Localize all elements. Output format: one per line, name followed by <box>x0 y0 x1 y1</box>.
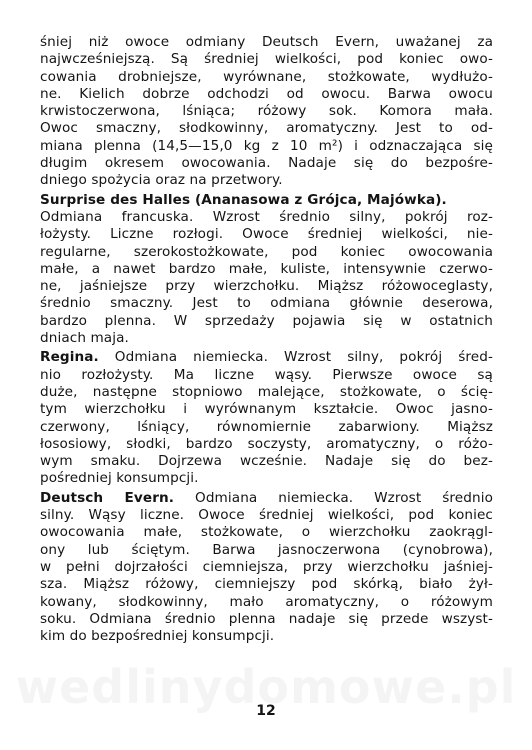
variety-heading: Regina. <box>40 349 99 366</box>
text-line: tym wierzchołku i wyrównanym kształcie. Owoc jasno- <box>40 401 493 418</box>
text-line: Owoc smaczny, słodkowinny, aromatyczny. Jest to od- <box>40 120 493 137</box>
variety-heading: Surprise des Halles (Ananasowa z Grójca, Majówka). <box>40 191 447 208</box>
text-line: sza. Miąższ różowy, ciemniejszy pod skórką, biało żył- <box>40 576 493 593</box>
paragraph-intro <box>40 34 493 190</box>
text-line: najwcześniejszą. Są średniej wielkości, pod koniec owo- <box>40 51 493 68</box>
text-line: dniach maja. <box>40 330 129 347</box>
text-line: ony lub ściętym. Barwa jasnoczerwona (cynobrowa), <box>40 541 493 558</box>
text-line: kowany, słodkowinny, mało aromatyczny, o różowym <box>40 593 493 610</box>
text-line: kim do bezpośredniej konsumpcji. <box>40 628 275 645</box>
text-line: wym smaku. Dojrzewa wcześnie. Nadaje się do bez- <box>40 453 493 470</box>
text-line: Odmiana francuska. Wzrost średnio silny, pokrój roz- <box>40 208 493 225</box>
text-line: bardzo plenna. W sprzedaży pojawia się w ostatnich <box>40 312 493 329</box>
text-line: owocowania małe, stożkowate, o wierzchołku zaokrągl- <box>40 524 493 541</box>
text-line <box>40 349 493 366</box>
text-line <box>40 490 493 507</box>
book-page-text <box>40 34 493 645</box>
text-line: pośredniej konsumpcji. <box>40 470 199 487</box>
text-line: długim okresem owocowania. Nadaje się do bezpośre- <box>40 155 493 172</box>
text-line: czerwony, lśniący, równomiernie zabarwiony. Miąższ <box>40 418 493 435</box>
text-line: ne. Kielich dobrze odchodzi od owocu. Barwa owocu <box>40 85 493 102</box>
text-line: krwistoczerwona, lśniąca; różowy sok. Komora mała. <box>40 103 493 120</box>
page-number: 12 <box>256 703 276 719</box>
text-span: Odmiana niemiecka. Wzrost średnio <box>195 489 494 506</box>
variety-heading: Deutsch Evern. <box>40 489 175 506</box>
text-line: ne, jaśniejsze przy wierzchołku. Miąższ różowoceglasty, <box>40 278 493 295</box>
text-line: cowania drobniejsze, wyrównane, stożkowate, wydłużo- <box>40 68 493 85</box>
text-line: duże, następne stopniowo malejące, stożkowate, o ścię- <box>40 383 493 400</box>
paragraph-surprise-des-halles <box>40 192 493 348</box>
text-line: nio rozłożysty. Ma liczne wąsy. Pierwsze owoce są <box>40 366 493 383</box>
text-line: silny. Wąsy liczne. Owoce średniej wielkości, pod koniec <box>40 507 493 524</box>
text-line: łożysty. Liczne rozłogi. Owoce średniej wielkości, nie- <box>40 226 493 243</box>
paragraph-deutsch-evern <box>40 490 493 646</box>
text-line: soku. Odmiana średnio plenna nadaje się przede wszyst- <box>40 610 493 627</box>
text-line: regularne, szerokostożkowate, pod koniec owocowania <box>40 243 493 260</box>
text-line: w pełni dojrzałości ciemniejsza, przy wierzchołku jaśniej- <box>40 558 493 575</box>
paragraph-regina <box>40 349 493 487</box>
text-line: średnio smaczny. Jest to odmiana głównie deserowa, <box>40 295 493 312</box>
text-span: Odmiana niemiecka. Wzrost silny, pokrój śred- <box>114 349 493 366</box>
text-line: miana plenna (14,5—15,0 kg z 10 m²) i odznaczająca się <box>40 137 493 154</box>
text-line: śniej niż owoce odmiany Deutsch Evern, uważanej za <box>40 34 493 50</box>
text-line: dniego spożycia oraz na przetwory. <box>40 172 283 189</box>
text-line: małe, a nawet bardzo małe, kuliste, intensywnie czerwo- <box>40 260 493 277</box>
text-line: łososiowy, słodki, bardzo soczysty, aromatyczny, o różo- <box>40 435 493 452</box>
